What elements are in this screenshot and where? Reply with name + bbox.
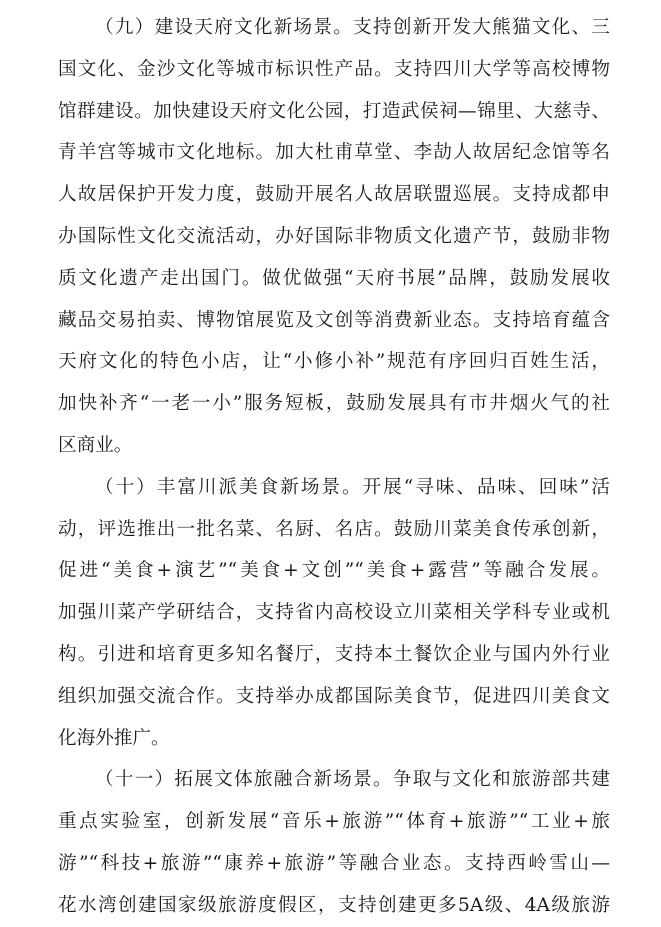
text-line: 藏品交易拍卖、博物馆展览及文创等消费新业态。支持培育蕴含 [58, 309, 610, 331]
paragraph-eleven [58, 759, 610, 926]
document-page [58, 7, 610, 927]
text-line: 天府文化的特色小店，让“小修小补”规范有序回归百姓生活， [58, 351, 610, 373]
text-line: 办国际性文化交流活动，办好国际非物质文化遗产节，鼓励非物 [58, 225, 610, 247]
text-line: 动，评选推出一批名菜、名厨、名店。鼓励川菜美食传承创新， [58, 518, 610, 540]
text-line: 游”“科技+旅游”“康养+旅游”等融合业态。支持西岭雪山— [58, 852, 610, 874]
text-line: 重点实验室，创新发展“音乐+旅游”“体育+旅游”“工业+旅 [58, 811, 610, 833]
text-line: 加强川菜产学研结合，支持省内高校设立川菜相关学科专业或机 [58, 602, 610, 624]
text-line: 构。引进和培育更多知名餐厅，支持本土餐饮企业与国内外行业 [58, 643, 610, 665]
text-line: 花水湾创建国家级旅游度假区，支持创建更多5A级、4A级旅游 [58, 894, 610, 916]
text-line: 馆群建设。加快建设天府文化公园，打造武侯祠—锦里、大慈寺、 [58, 100, 610, 122]
text-line: （十）丰富川派美食新场景。开展“寻味、品味、回味”活 [95, 476, 610, 498]
text-line: 化海外推广。 [58, 727, 170, 749]
text-line: 青羊宫等城市文化地标。加大杜甫草堂、李劼人故居纪念馆等名 [58, 142, 610, 164]
text-line: 加快补齐“一老一小”服务短板，鼓励发展具有市井烟火气的社 [58, 393, 610, 415]
text-line: （十一）拓展文体旅融合新场景。争取与文化和旅游部共建 [95, 769, 610, 791]
paragraph-ten [58, 467, 610, 760]
text-line: 组织加强交流合作。支持举办成都国际美食节，促进四川美食文 [58, 685, 610, 707]
text-line: 质文化遗产走出国门。做优做强“天府书展”品牌，鼓励发展收 [58, 267, 610, 289]
paragraph-nine [58, 7, 610, 467]
text-line: 促进“美食+演艺”“美食+文创”“美食+露营”等融合发展。 [58, 560, 610, 582]
text-line: （九）建设天府文化新场景。支持创新开发大熊猫文化、三 [95, 17, 610, 38]
text-line: 人故居保护开发力度，鼓励开展名人故居联盟巡展。支持成都申 [58, 184, 610, 206]
text-line: 国文化、金沙文化等城市标识性产品。支持四川大学等高校博物 [58, 58, 610, 80]
text-line: 区商业。 [58, 434, 133, 456]
